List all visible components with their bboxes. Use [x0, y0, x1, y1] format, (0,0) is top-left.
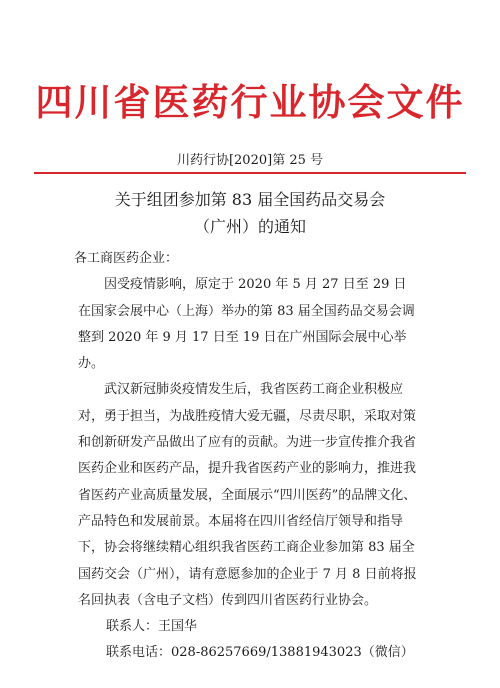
- notice-title-line-1: 关于组团参加第 83 届全国药品交易会: [114, 190, 386, 209]
- salutation: 各工商医药企业：: [74, 251, 179, 266]
- notice-body: [74, 246, 418, 667]
- masthead-title: 四川省医药行业协会文件: [35, 80, 465, 124]
- paragraph-1: 因受疫情影响，原定于 2020 年 5 月 27 日至 29 日在国家会展中心（上海）举办的第 83 届全国药品交易会调整到 2020 年 9 月 17 日至 19 日在广州国际会展中心举办。: [78, 277, 415, 372]
- contact-phone: 联系电话：028-86257669/13881943023（微信）: [106, 645, 414, 661]
- notice-title-line-2: （广州）的通知: [193, 217, 306, 236]
- notice-title: [0, 186, 500, 240]
- document-number: 川药行协[2020]第 25 号: [176, 153, 324, 168]
- masthead-divider: [34, 172, 466, 174]
- paragraph-2: 武汉新冠肺炎疫情发生后，我省医药工商企业积极应对，勇于担当，为战胜疫情大爱无疆，尽责尽职，采取对策和创新研发产品做出了应有的贡献。为进一步宣传推介我省医药企业和医药产品，提升我省医药产业的影响力，推进我省医药产业高质量发展，全面展示“四川医药”的品牌文化、产品特色和发展前景。本届将在四川省经信厅领导和指导下，协会将继续精心组织我省医药工商企业参加第 83 届全国药交会（广州），请有意愿参加的企业于 7 月 8 日前将报名回执表（含电子文档）传到四川省医药行业协会。: [78, 382, 417, 608]
- contact-person: 联系人：王国华: [106, 619, 198, 635]
